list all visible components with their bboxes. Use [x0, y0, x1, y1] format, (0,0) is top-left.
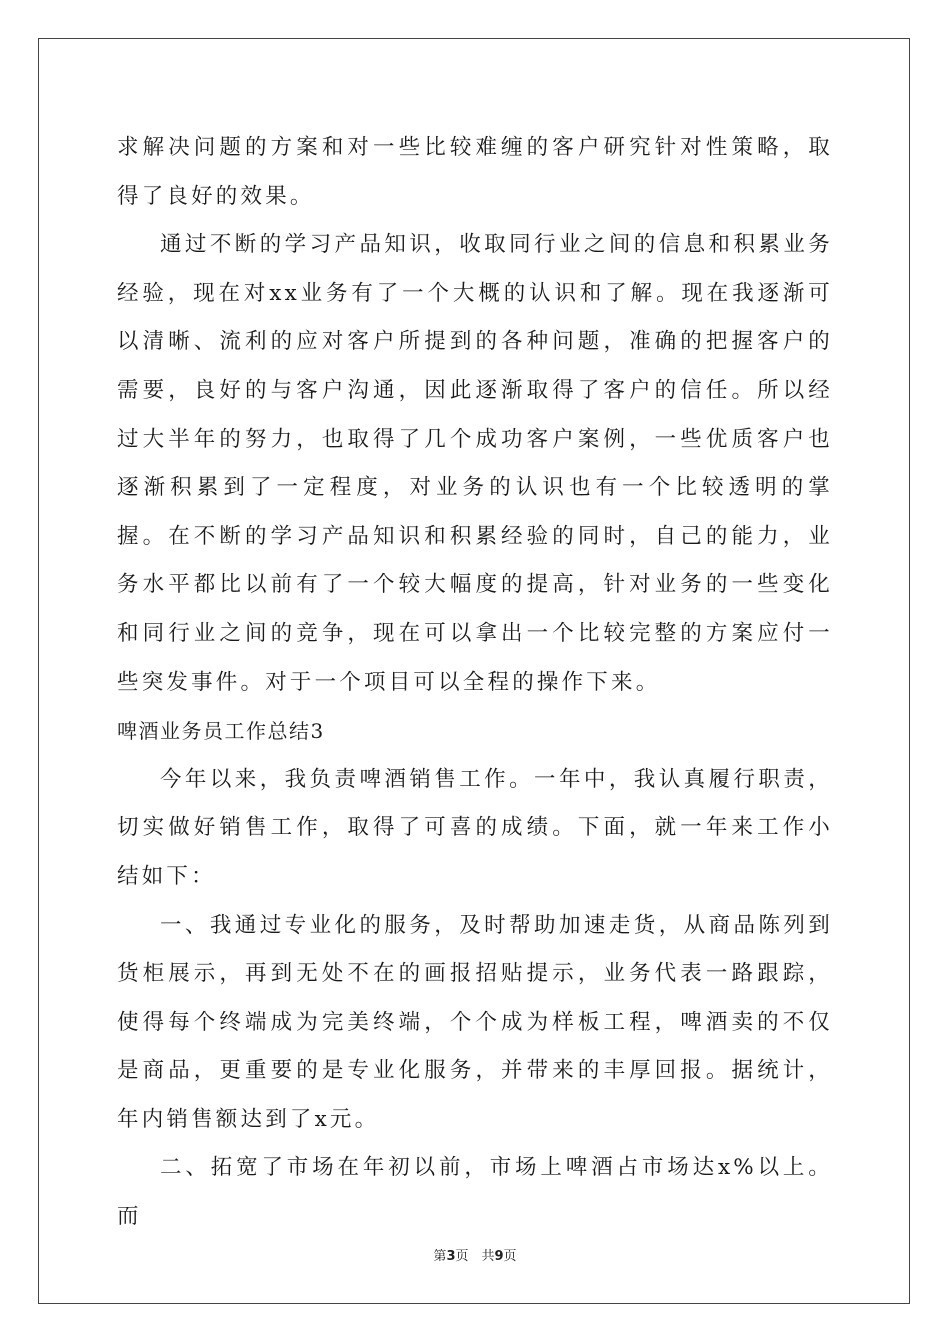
page-footer [0, 1245, 950, 1264]
paragraph-5: 二、拓宽了市场在年初以前，市场上啤酒占市场达x%以上。而 [117, 1155, 833, 1230]
paragraph-1: 求解决问题的方案和对一些比较难缠的客户研究针对性策略，取得了良好的效果。 [117, 135, 833, 209]
footer-page-number: 3 [446, 1249, 456, 1264]
footer-suffix: 页 [503, 1249, 517, 1264]
document-body [117, 124, 833, 1242]
footer-mid: 页 共 [455, 1249, 495, 1264]
paragraph-2: 通过不断的学习产品知识，收取同行业之间的信息和积累业务经验，现在对xx业务有了一个大概的认识和了解。现在我逐渐可以清晰、流利的应对客户所提到的各种问题，准确的把握客户的需要，良好的与客户沟通，因此逐渐取得了客户的信任。所以经过大半年的努力，也取得了几个成功客户案例，一些优质客户也逐渐积累到了一定程度，对业务的认识也有一个比较透明的掌握。在不断的学习产品知识和积累经验的同时，自己的能力，业务水平都比以前有了一个较大幅度的提高，针对业务的一些变化和同行业之间的竞争，现在可以拿出一个比较完整的方案应付一些突发事件。对于一个项目可以全程的操作下来。 [117, 232, 833, 695]
section-heading: 啤酒业务员工作总结3 [117, 719, 325, 744]
footer-total-pages: 9 [494, 1249, 504, 1264]
paragraph-3: 今年以来，我负责啤酒销售工作。一年中，我认真履行职责，切实做好销售工作，取得了可喜的成绩。下面，就一年来工作小结如下： [117, 766, 833, 889]
footer-prefix: 第 [433, 1249, 447, 1264]
paragraph-4: 一、我通过专业化的服务，及时帮助加速走货，从商品陈列到货柜展示，再到无处不在的画报招贴提示，业务代表一路跟踪，使得每个终端成为完美终端，个个成为样板工程，啤酒卖的不仅是商品，更重要的是专业化服务，并带来的丰厚回报。据统计，年内销售额达到了x元。 [117, 912, 833, 1132]
